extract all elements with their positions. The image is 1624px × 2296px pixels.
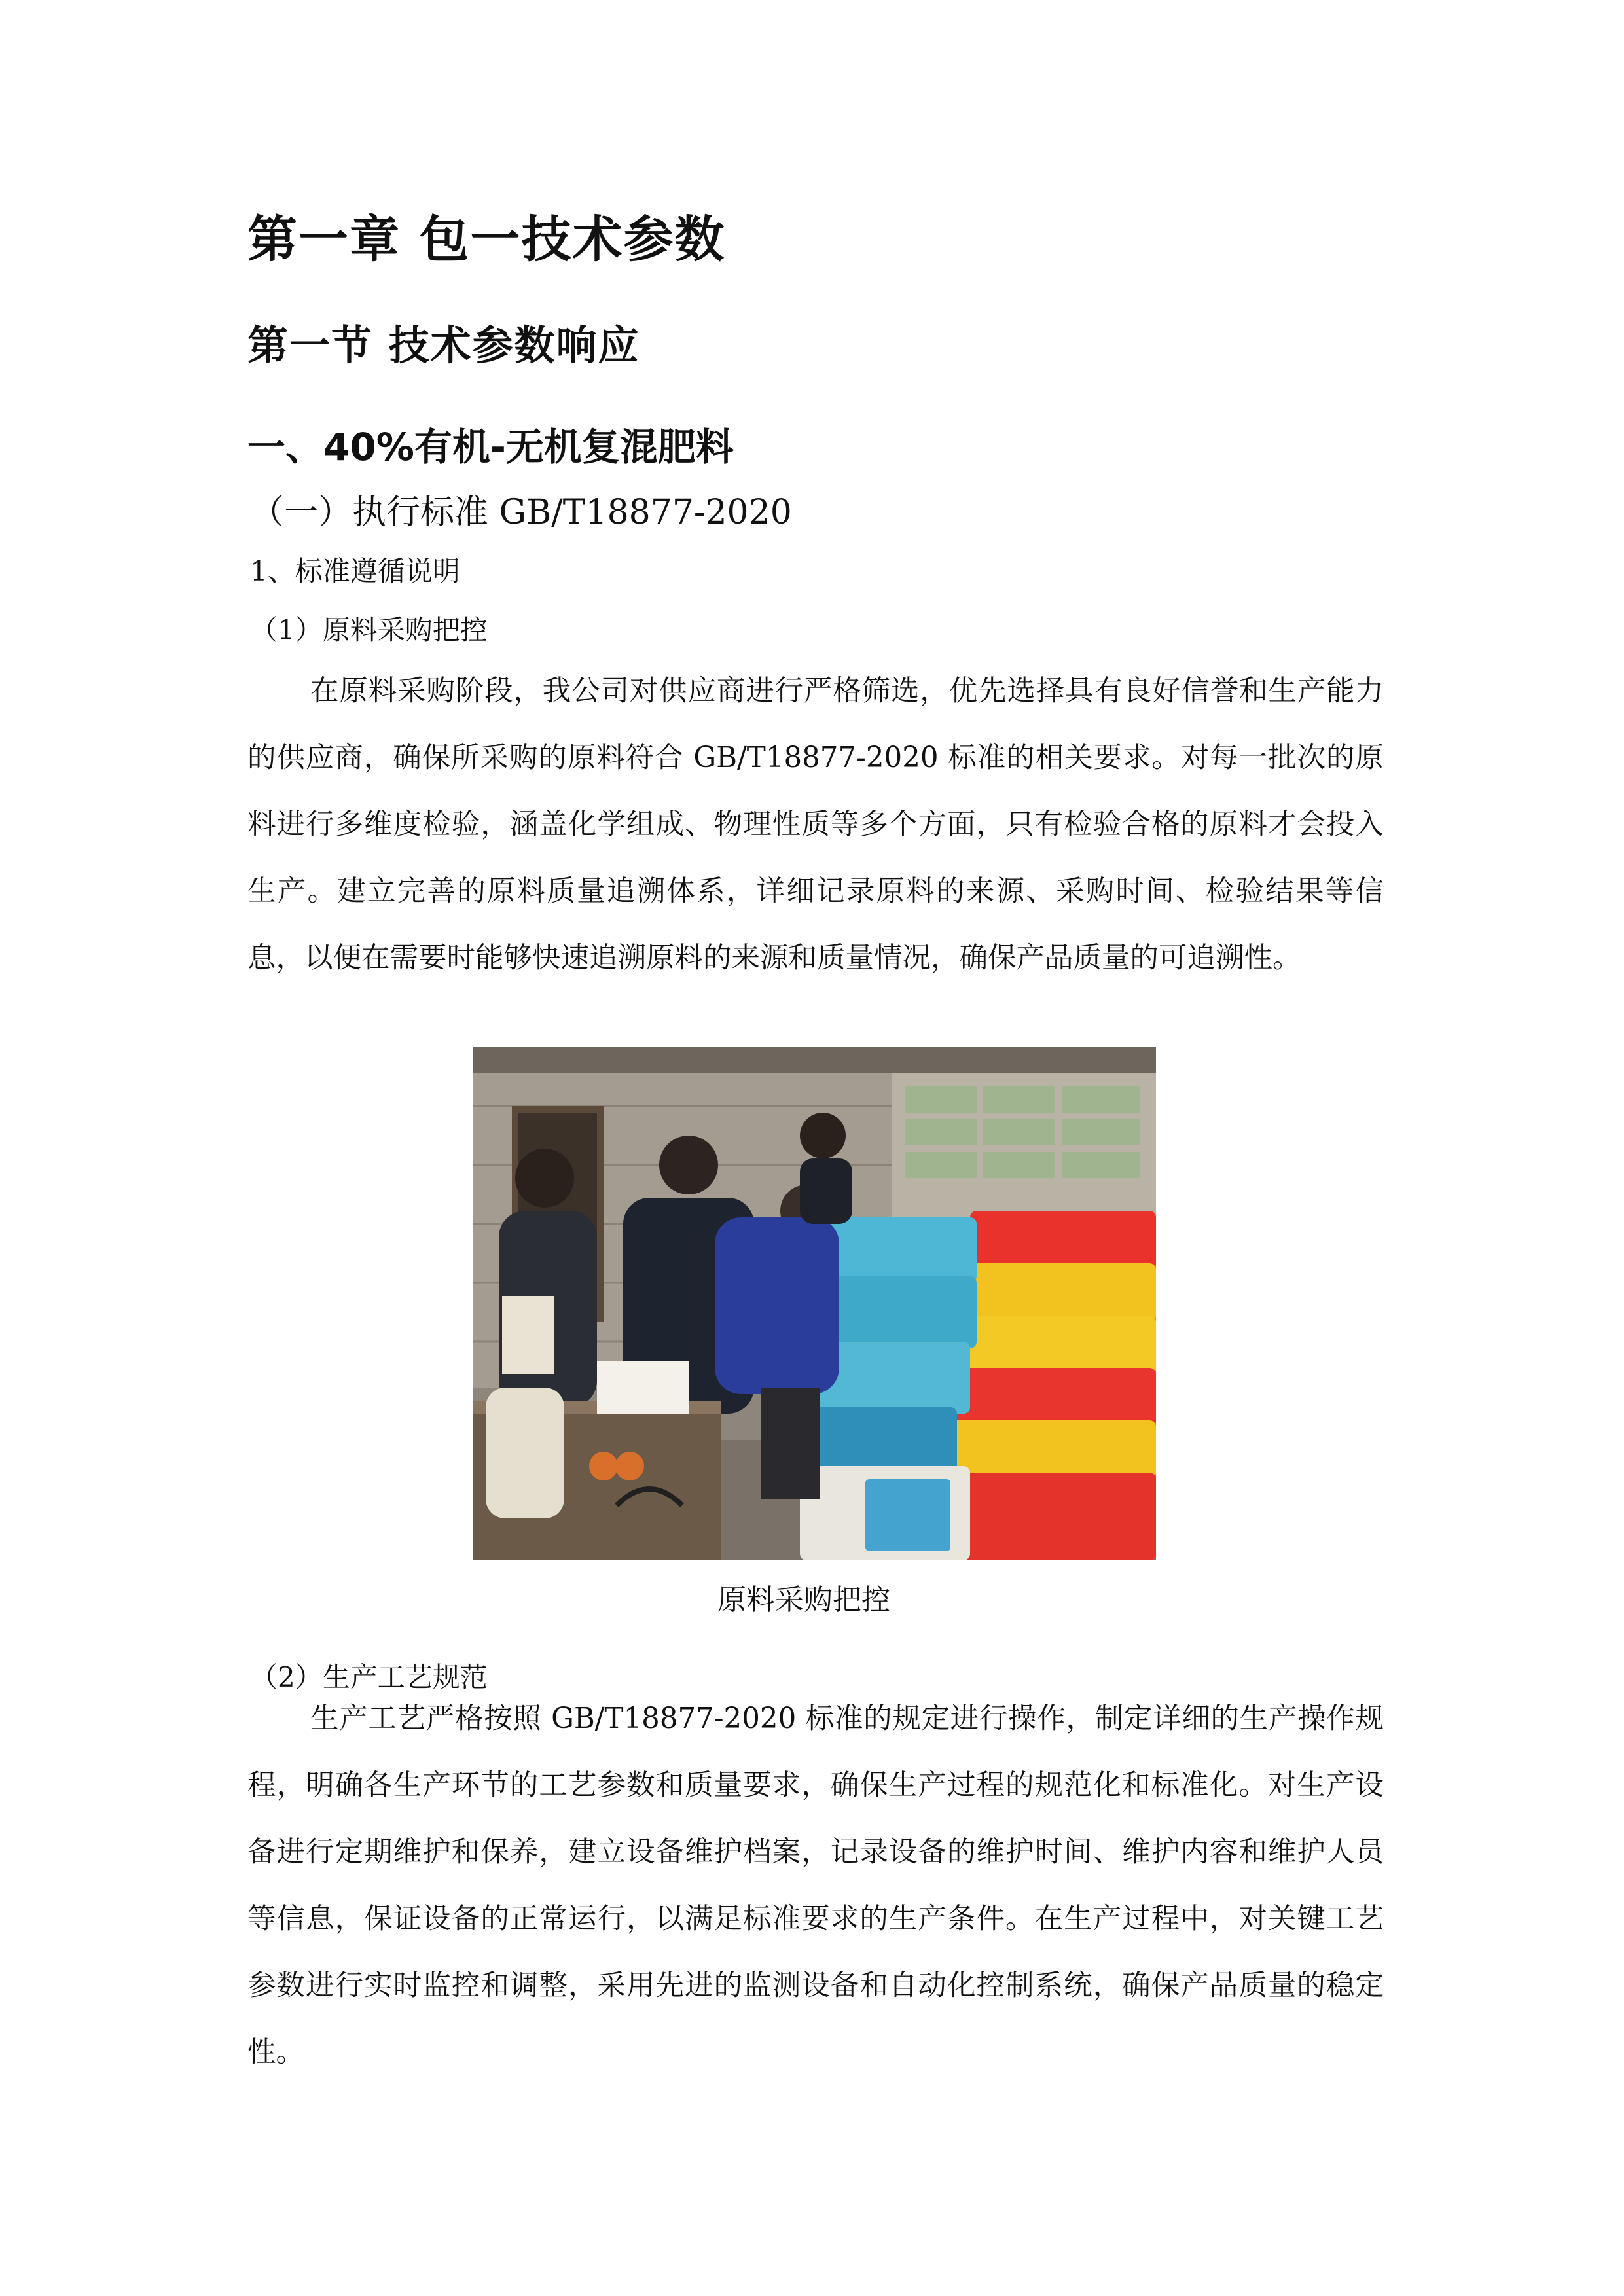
chapter-title: 第一章 包一技术参数	[247, 210, 726, 268]
section-title: 第一节 技术参数响应	[247, 321, 640, 369]
paragraph-1: 在原料采购阶段，我公司对供应商进行严格筛选，优先选择具有良好信誉和生产能力的供应商，确保所采购的原料符合 GB/T18877-2020 标准的相关要求。对每一批次的原料进行多维度检验，涵盖化学组成、物理性质等多个方面，只有检验合格的原料才会投入生产。建立完善的原料质量追溯体系，详细记录原料的来源、采购时间、检验结果等信息，以便在需要时能够快速追溯原料的来源和质量情况，确保产品质量的可追溯性。	[247, 675, 1384, 975]
point-title: 1、标准遵循说明	[250, 555, 460, 587]
subpoint-title-2: （2）生产工艺规范	[250, 1661, 488, 1693]
paragraph-2: 生产工艺严格按照 GB/T18877-2020 标准的规定进行操作，制定详细的生产操作规程，明确各生产环节的工艺参数和质量要求，确保生产过程的规范化和标准化。对生产设备进行定期维护和保养，建立设备维护档案，记录设备的维护时间、维护内容和维护人员等信息，保证设备的正常运行，以满足标准要求的生产条件。在生产过程中，对关键工艺参数进行实时监控和调整，采用先进的监测设备和自动化控制系统，确保产品质量的稳定性。	[247, 1702, 1384, 2069]
item-title: 一、40%有机-无机复混肥料	[247, 425, 734, 469]
sub-title: （一）执行标准 GB/T18877-2020	[250, 493, 792, 532]
warehouse-inspection-photo	[473, 1047, 1156, 1560]
figure-caption: 原料采购把控	[717, 1583, 890, 1617]
subpoint-title-1: （1）原料采购把控	[250, 614, 488, 646]
